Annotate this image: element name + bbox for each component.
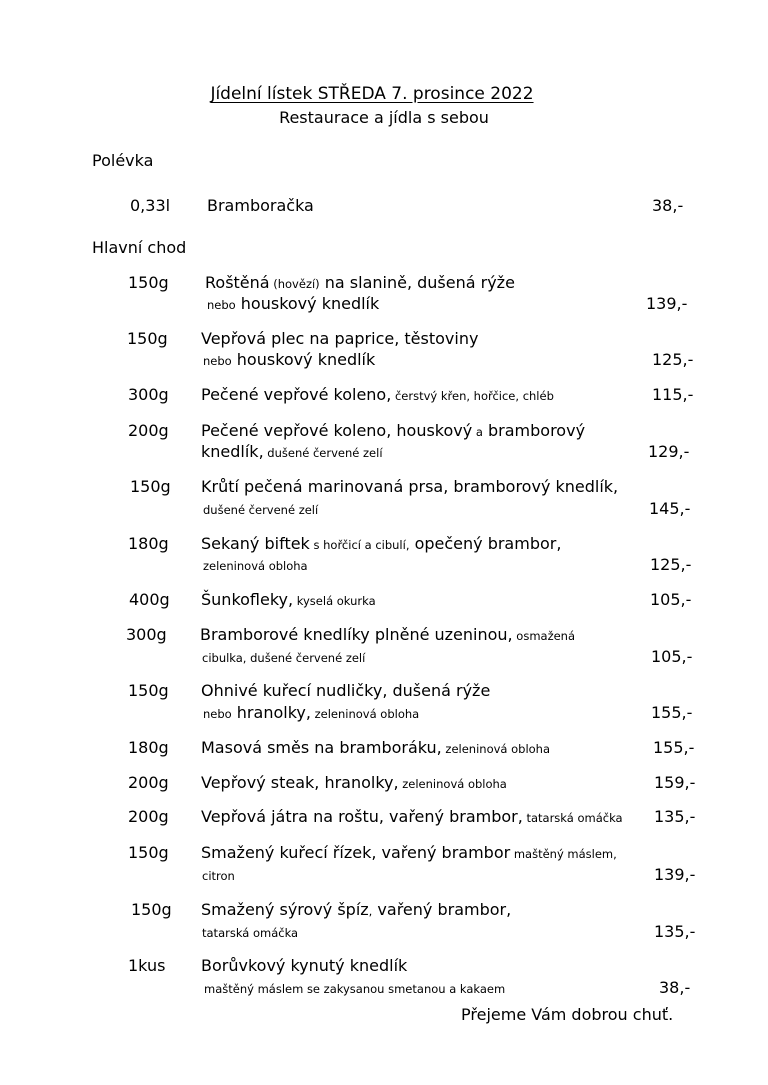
item-price: 105,-: [651, 647, 693, 666]
item-qty: 150g: [127, 329, 168, 348]
item-qty: 150g: [128, 273, 169, 292]
item-price: 38,-: [659, 978, 691, 997]
item-qty: 180g: [128, 534, 169, 553]
item-description: Sekaný biftek s hořčicí a cibulí, opečený brambor,: [201, 534, 562, 553]
item-qty: 180g: [128, 738, 169, 757]
item-price: 129,-: [648, 442, 690, 461]
item-description: Vepřový steak, hranolky, zeleninová obloha: [201, 773, 507, 792]
item-description: Krůtí pečená marinovaná prsa, bramborový knedlík,: [201, 477, 619, 496]
item-qty: 300g: [126, 625, 167, 644]
item-description: Bramborové knedlíky plněné uzeninou, osmažená: [200, 625, 576, 644]
item-description: Roštěná (hovězí) na slanině, dušená rýže: [205, 273, 515, 292]
item-description: Šunkofleky, kyselá okurka: [201, 590, 376, 609]
section-heading-soup: Polévka: [92, 151, 154, 170]
item-qty: 300g: [128, 385, 169, 404]
item-qty: 1kus: [128, 956, 166, 975]
item-description-line2: zeleninová obloha: [203, 559, 308, 573]
item-description-line2: citron: [202, 869, 235, 883]
item-description: Masová směs na bramboráku, zeleninová obloha: [201, 738, 551, 757]
item-description: Borůvkový kynutý knedlík: [201, 956, 408, 975]
item-qty: 150g: [128, 843, 169, 862]
item-description-line2: nebo houskový knedlík: [203, 350, 376, 369]
item-price: 135,-: [654, 922, 696, 941]
item-description: Pečené vepřové koleno, čerstvý křen, hořčice, chléb: [201, 385, 554, 404]
item-description: Vepřová plec na paprice, těstoviny: [201, 329, 479, 348]
item-description-line2: knedlík, dušené červené zelí: [201, 442, 383, 461]
item-description-line2: tatarská omáčka: [202, 926, 299, 940]
item-price: 115,-: [652, 385, 694, 404]
item-qty: 200g: [128, 773, 169, 792]
soup-price: 38,-: [652, 196, 684, 215]
item-qty: 200g: [128, 421, 169, 440]
item-description-line2: maštěný máslem se zakysanou smetanou a kakaem: [204, 982, 506, 996]
item-description: Ohnivé kuřecí nudličky, dušená rýže: [201, 681, 491, 700]
item-description-line2: nebo hranolky, zeleninová obloha: [203, 703, 420, 722]
item-qty: 400g: [129, 590, 170, 609]
menu-title: Jídelní lístek STŘEDA 7. prosince 2022: [210, 84, 534, 104]
closing-greeting: Přejeme Vám dobrou chuť.: [461, 1005, 674, 1024]
item-description: Smažený sýrový špíz, vařený brambor,: [201, 900, 512, 919]
item-description-line2: nebo houskový knedlík: [207, 294, 380, 313]
item-qty: 150g: [128, 681, 169, 700]
item-description-line2: dušené červené zelí: [203, 503, 319, 517]
item-description-line2: cibulka, dušené červené zelí: [202, 651, 366, 665]
item-description: Vepřová játra na roštu, vařený brambor, tatarská omáčka: [201, 807, 623, 826]
soup-name: Bramboračka: [207, 196, 314, 215]
item-price: 125,-: [650, 555, 692, 574]
item-price: 135,-: [654, 807, 696, 826]
item-price: 139,-: [654, 865, 696, 884]
item-description: Smažený kuřecí řízek, vařený brambor maštěný máslem,: [201, 843, 617, 862]
item-qty: 150g: [131, 900, 172, 919]
item-price: 145,-: [649, 499, 691, 518]
item-price: 159,-: [654, 773, 696, 792]
menu-subtitle: Restaurace a jídla s sebou: [279, 108, 489, 127]
item-description: Pečené vepřové koleno, houskový a bramborový: [201, 421, 586, 440]
item-price: 155,-: [651, 703, 693, 722]
soup-qty: 0,33l: [130, 196, 171, 215]
item-price: 139,-: [646, 294, 688, 313]
item-qty: 200g: [128, 807, 169, 826]
item-price: 155,-: [653, 738, 695, 757]
section-heading-main: Hlavní chod: [92, 238, 187, 257]
item-price: 125,-: [652, 350, 694, 369]
item-price: 105,-: [650, 590, 692, 609]
item-qty: 150g: [130, 477, 171, 496]
